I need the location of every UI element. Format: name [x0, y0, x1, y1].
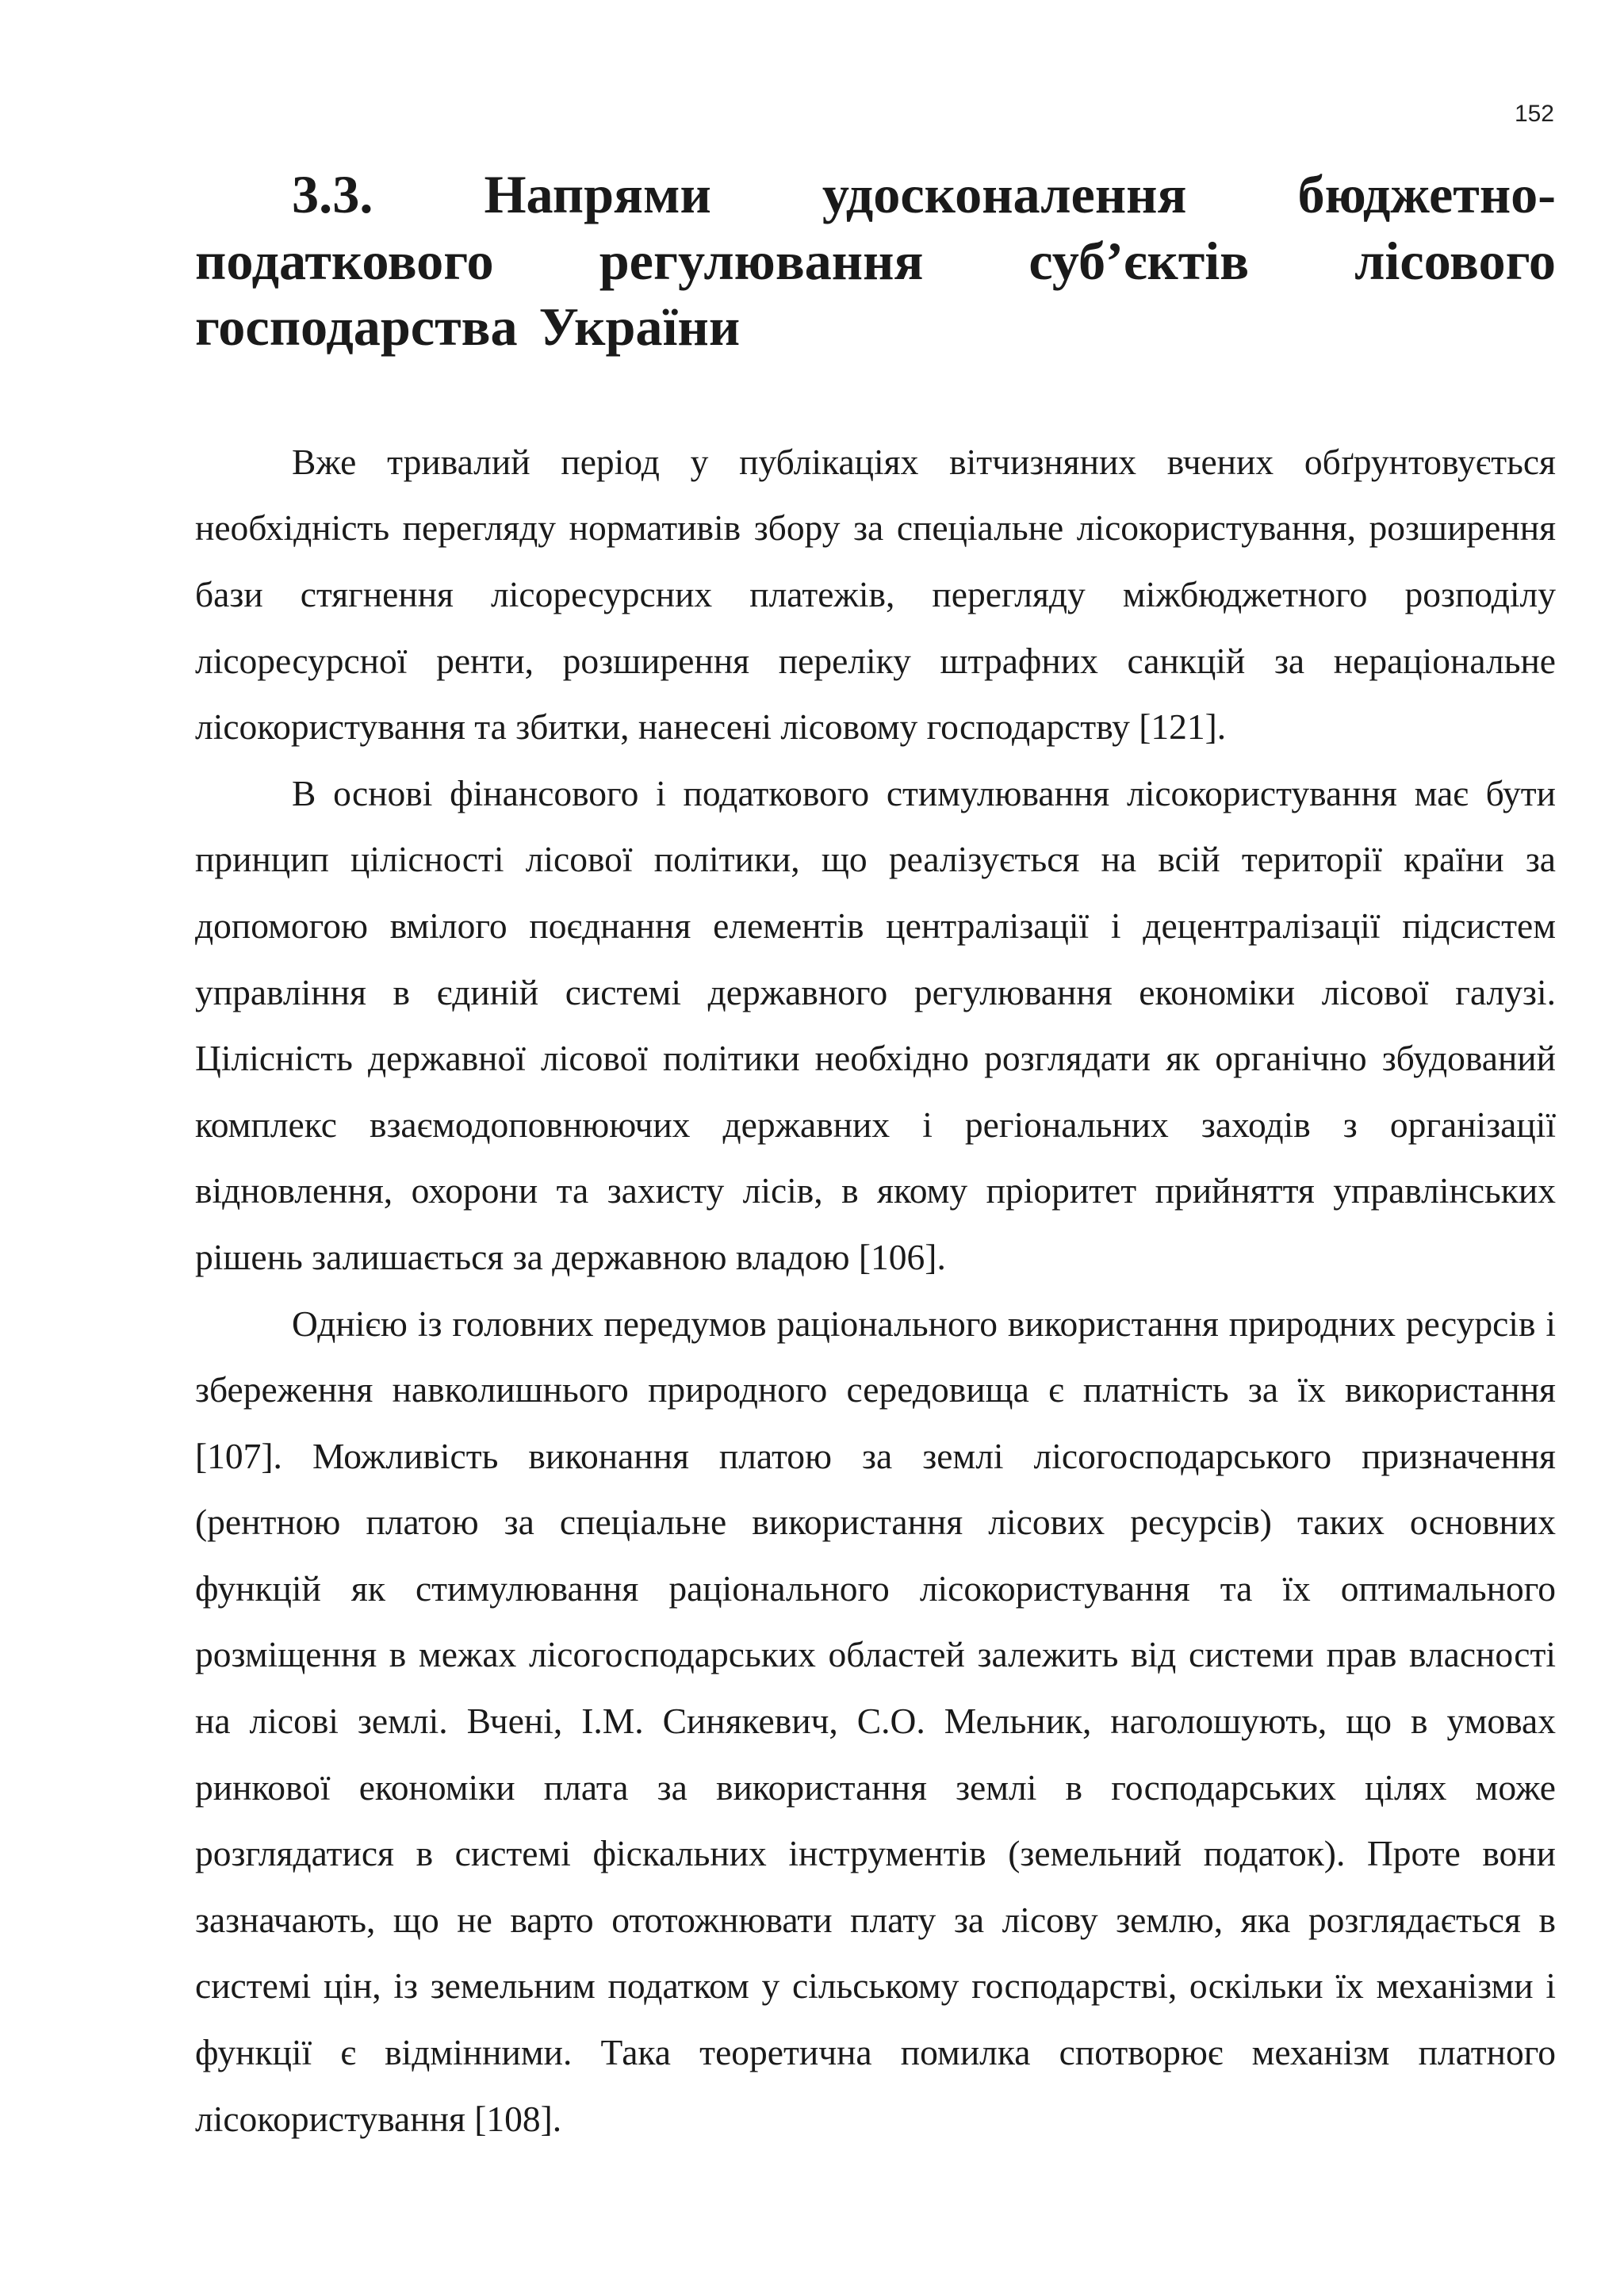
heading-spacer	[195, 361, 1556, 429]
page-number: 152	[1514, 101, 1554, 127]
paragraph-3: Однією із головних передумов раціонального використання природних ресурсів і збереження навколишнього природного середовища є платність за їх використання [107]. Можливість виконання платою за землі лісогосподарського призначення (рентною платою за спеціальне використання лісових ресурсів) таких основних функцій як стимулювання раціонального лісокористування та їх оптимального розміщення в межах лісогосподарських областей залежить від системи прав власності на лісові землі. Вчені, І.М. Синякевич, С.О. Мельник, наголошують, що в умовах ринкової економіки плата за використання землі в господарських цілях може розглядатися в системі фіскальних інструментів (земельний податок). Проте вони зазначають, що не варто ототожнювати плату за лісову землю, яка розглядається в системі цін, із земельним податком у сільському господарстві, оскільки їх механізми і функції є відмінними. Така теоретична помилка спотворює механізм платного лісокористування [108].	[195, 1303, 1556, 2139]
section-heading: 3.3. Напрями удосконалення бюджетно-податкового регулювання суб’єктів лісового господарства України	[195, 164, 1556, 358]
paragraph-1: Вже тривалий період у публікаціях вітчизняних вчених обґрунтовується необхідність перегляду нормативів збору за спеціальне лісокористування, розширення бази стягнення лісоресурсних платежів, перегляду міжбюджетного розподілу лісоресурсної ренти, розширення переліку штрафних санкцій за нераціональне лісокористування та збитки, нанесені лісовому господарству [121].	[195, 441, 1556, 748]
paragraph-2: В основі фінансового і податкового стимулювання лісокористування має бути принцип цілісності лісової політики, що реалізується на всій території країни за допомогою вмілого поєднання елементів централізації і децентралізації підсистем управління в єдиній системі державного регулювання економіки лісової галузі. Цілісність державної лісової політики необхідно розглядати як органічно збудований комплекс взаємодоповнюючих державних і регіональних заходів з організації відновлення, охорони та захисту лісів, в якому пріоритет прийняття управлінських рішень залишається за державною владою [106].	[195, 772, 1556, 1277]
document-body	[195, 162, 1556, 2152]
